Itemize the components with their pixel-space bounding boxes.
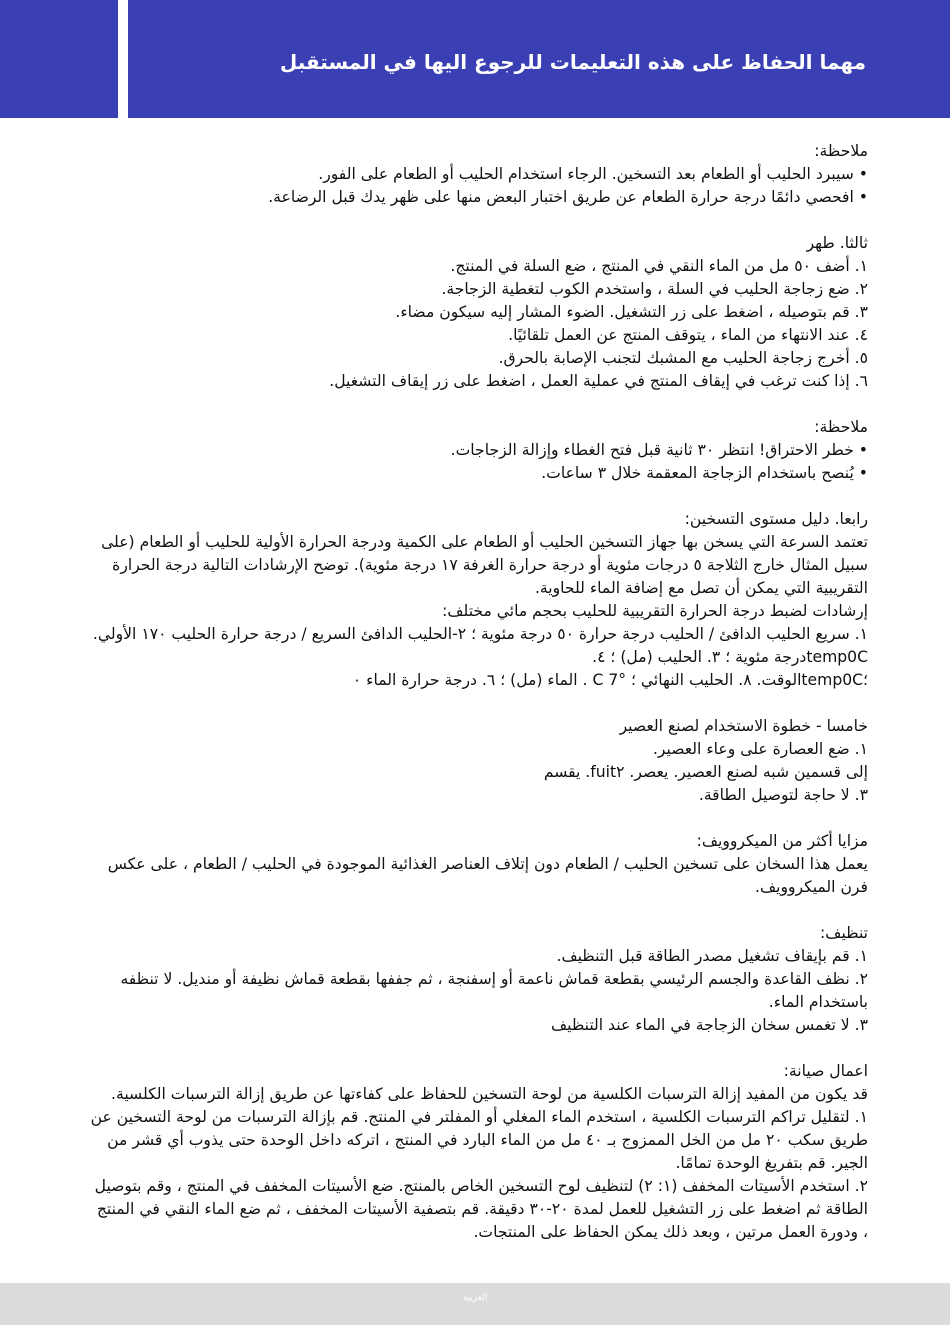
step-line: ٣. لا تغمس سخان الزجاجة في الماء عند التنظيف xyxy=(550,1016,868,1034)
paragraph: ؛temp0Cالوقت. ٨. الحليب النهائي ؛ C 7° . الماء (مل) ؛ ٦. درجة حرارة الماء ٠ xyxy=(352,671,868,689)
paragraph: ١. سريع الحليب الدافئ / الحليب درجة حرارة ٥٠ درجة مئوية ؛ ٢-الحليب الدافئ السريع / درجة حرارة الحليب ١٧٠ الأولي. temp0Cدرجة مئوية ؛ ٣. الحليب (مل) ؛ ٤. xyxy=(92,625,868,666)
heating-guide-section xyxy=(90,508,868,692)
section-heading: تنظيف: xyxy=(820,924,868,942)
header-left-block xyxy=(0,0,118,118)
bullet-line: • يُنصح باستخدام الزجاجة المعقمة خلال ٣ ساعات. xyxy=(541,464,868,482)
advantages-section xyxy=(90,830,868,899)
paragraph: قد يكون من المفيد إزالة الترسبات الكلسية من لوحة التسخين للحفاظ على كفاءتها عن طريق إزالة الترسبات الكلسية. xyxy=(111,1085,868,1103)
step-line: ١. أضف ٥٠ مل من الماء النقي في المنتج ، ضع السلة في المنتج. xyxy=(450,257,868,275)
document-body xyxy=(90,140,868,1267)
section-heading: اعمال صيانة: xyxy=(783,1062,868,1080)
section-heading: خامسا - خطوة الاستخدام لصنع العصير xyxy=(619,717,868,735)
step-line: ١. لتقليل تراكم الترسبات الكلسية ، استخدم الماء المغلي أو المفلتر في المنتج. قم بإزالة الترسبات من لوحة التسخين عن طريق سكب ٢٠ مل من الخل الممزوج بـ ٤٠ مل من الماء البارد في المنتج ، اتركه داخل الوحدة حتى يذوب أي قشر من الجير. قم بتفريغ الوحدة تمامًا. xyxy=(90,1108,868,1172)
header-banner xyxy=(128,0,950,118)
step-line: ٦. إذا كنت ترغب في إيقاف المنتج في عملية العمل ، اضغط على زر إيقاف التشغيل. xyxy=(329,372,868,390)
language-label: العربية xyxy=(462,1293,488,1303)
step-line: ٢. ضع زجاجة الحليب في السلة ، واستخدم الكوب لتغطية الزجاجة. xyxy=(441,280,868,298)
page-footer xyxy=(0,1283,950,1325)
step-line: ٥. أخرج زجاجة الحليب مع المشبك لتجنب الإصابة بالحرق. xyxy=(498,349,868,367)
paragraph: يعمل هذا السخان على تسخين الحليب / الطعام دون إتلاف العناصر الغذائية الموجودة في الحليب / الطعام ، على عكس فرن الميكروويف. xyxy=(107,855,868,896)
step-line: إلى قسمين شبه لصنع العصير. يعصر. fuit٢. يقسم xyxy=(543,763,868,781)
step-line: ٣. قم بتوصيله ، اضغط على زر التشغيل. الضوء المشار إليه سيكون مضاء. xyxy=(395,303,868,321)
bullet-line: • سيبرد الحليب أو الطعام بعد التسخين. الرجاء استخدام الحليب أو الطعام على الفور. xyxy=(318,165,868,183)
step-line: ٢. نظف القاعدة والجسم الرئيسي بقطعة قماش ناعمة أو إسفنجة ، ثم جففها بقطعة قماش نظيفة أو منديل. لا تنظفه باستخدام الماء. xyxy=(120,970,868,1011)
bullet-line: • افحصي دائمًا درجة حرارة الطعام عن طريق اختبار البعض منها على ظهر يدك قبل الرضاعة. xyxy=(268,188,868,206)
step-line: ٢. استخدم الأسيتات المخفف (١: ٢) لتنظيف لوح التسخين الخاص بالمنتج. ضع الأسيتات المخفف في المنتج ، وقم بتوصيل الطاقة ثم اضغط على زر التشغيل للعمل لمدة ٢٠-٣٠ دقيقة. قم بتصفية الأسيتات المخفف ، ثم ضع الماء النقي في المنتج ، ودورة العمل مرتين ، وبعد ذلك يمكن الحفاظ على المنتجات. xyxy=(94,1177,868,1241)
juice-section xyxy=(90,715,868,807)
step-line: ٤. عند الانتهاء من الماء ، يتوقف المنتج عن العمل تلقائيًا. xyxy=(508,326,868,344)
maintenance-section xyxy=(90,1060,868,1244)
section-heading: مزايا أكثر من الميكروويف: xyxy=(696,832,868,850)
bullet-line: • خطر الاحتراق! انتظر ٣٠ ثانية قبل فتح الغطاء وإزالة الزجاجات. xyxy=(450,441,868,459)
paragraph: إرشادات لضبط درجة الحرارة التقريبية للحليب بحجم مائي مختلف: xyxy=(442,602,868,620)
sterilize-section xyxy=(90,232,868,393)
cleaning-section xyxy=(90,922,868,1037)
step-line: ٣. لا حاجة لتوصيل الطاقة. xyxy=(698,786,868,804)
section-heading: ملاحظة: xyxy=(814,142,868,160)
page-title: مهما الحفاظ على هذه التعليمات للرجوع اليها في المستقبل xyxy=(279,50,866,74)
note-section-2 xyxy=(90,416,868,485)
note-section-1 xyxy=(90,140,868,209)
section-heading: ملاحظة: xyxy=(814,418,868,436)
section-heading: ثالثا. طهر xyxy=(806,234,868,252)
step-line: ١. قم بإيقاف تشغيل مصدر الطاقة قبل التنظيف. xyxy=(556,947,868,965)
section-heading: رابعا. دليل مستوى التسخين: xyxy=(684,510,868,528)
step-line: ١. ضع العصارة على وعاء العصير. xyxy=(652,740,868,758)
paragraph: تعتمد السرعة التي يسخن بها جهاز التسخين الحليب أو الطعام على الكمية ودرجة الحرارة الأولية للحليب أو الطعام (على سبيل المثال خارج الثلاجة ٥ درجات مئوية أو درجة حرارة الغرفة ١٧ درجة مئوية). توضح الإرشادات التالية درجة الحرارة التقريبية التي يمكن أن تصل مع إضافة الماء للحاوية. xyxy=(101,533,868,597)
